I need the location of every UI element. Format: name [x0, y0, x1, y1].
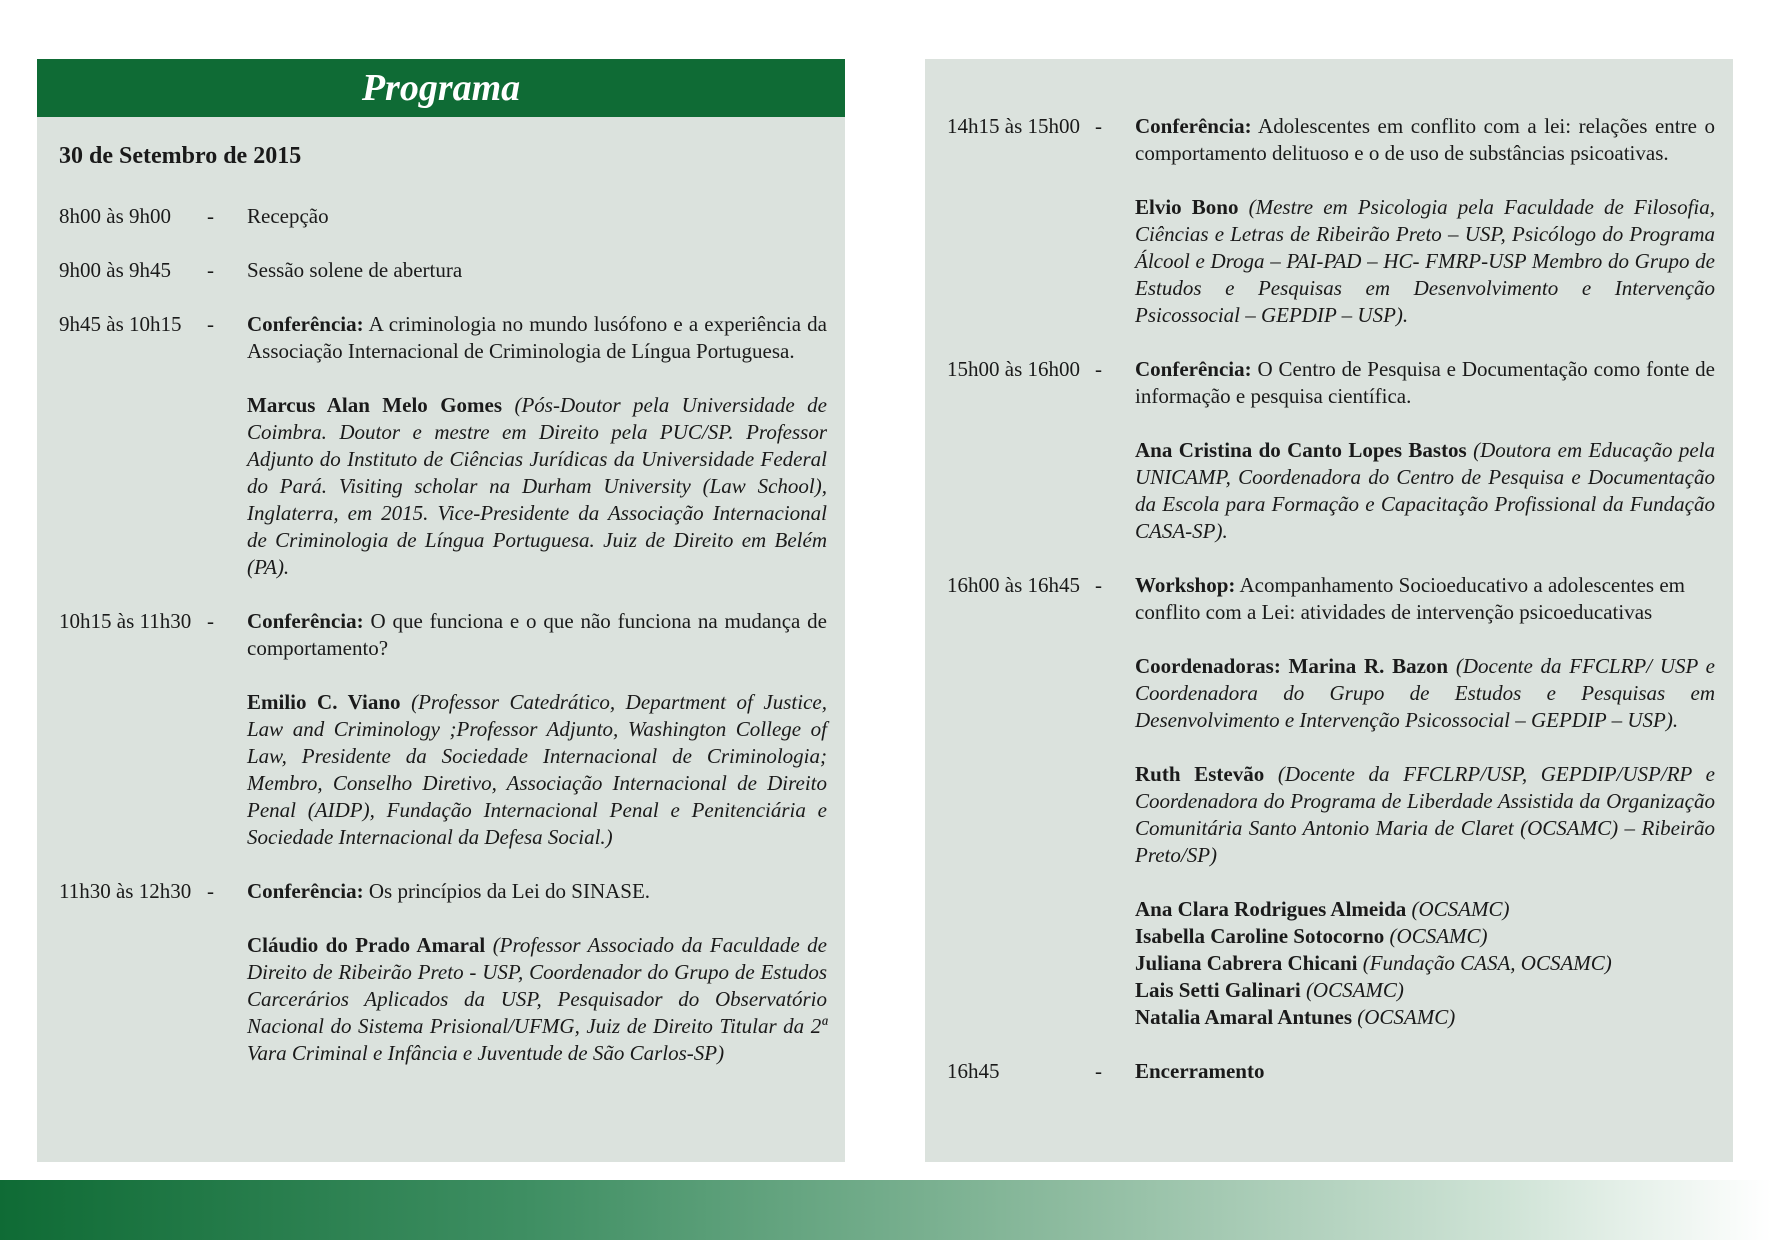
page-title: Programa: [37, 59, 845, 117]
session-title: A criminologia no mundo lusófono e a experiência da Associação Internacional de Criminologia de Língua Portuguesa.: [247, 312, 827, 363]
team-member-name: Lais Setti Galinari: [1135, 978, 1301, 1002]
separator: -: [1095, 114, 1102, 138]
speaker-bio: (Mestre em Psicologia pela Faculdade de Filosofia, Ciências e Letras de Ribeirão Preto – USP, Psicólogo do Programa Álcool e Droga – PAI-PAD – HC- FMRP-USP Membro do Grupo de Estudos e Pesquisas em Desenvolvimento e Intervenção Psicossocial – GEPDIP – USP).: [1135, 195, 1715, 327]
left-panel: [37, 59, 845, 1162]
time-slot: 9h45 às 10h15: [59, 312, 182, 336]
team-member-affiliation: (OCSAMC): [1300, 978, 1404, 1002]
speaker-bio: (Pós-Doutor pela Universidade de Coimbra. Doutor e mestre em Direito pela PUC/SP. Professor Adjunto do Instituto de Ciências Jurídicas da Universidade Federal do Pará. Visiting scholar na Durham University (Law School), Inglaterra, em 2015. Vice-Presidente da Associação Internacional de Criminologia de Língua Portuguesa. Juiz de Direito em Belém (PA).: [247, 393, 827, 579]
program-date: 30 de Setembro de 2015: [59, 143, 302, 169]
list-item: [1135, 950, 1715, 977]
speaker-name: Emilio C. Viano: [247, 690, 401, 714]
session-title: Encerramento: [1135, 1059, 1265, 1083]
schedule-item: [59, 608, 827, 851]
separator: -: [207, 258, 214, 282]
list-item: [1135, 1004, 1715, 1031]
schedule-item: [59, 311, 827, 581]
separator: -: [1095, 1059, 1102, 1083]
speaker-bio: (Docente da FFCLRP/USP, GEPDIP/USP/RP e Coordenadora do Programa de Liberdade Assistida da Organização Comunitária Santo Antonio Maria de Claret (OCSAMC) – Ribeirão Preto/SP): [1135, 762, 1716, 867]
session-title: Sessão solene de abertura: [247, 258, 463, 282]
team-member-affiliation: (OCSAMC): [1352, 1005, 1456, 1029]
separator: -: [1095, 357, 1102, 381]
schedule-item: [59, 203, 827, 230]
schedule-right: [947, 113, 1715, 1112]
schedule-item: [947, 113, 1715, 329]
list-item: [1135, 896, 1715, 923]
schedule-item: [59, 878, 827, 1067]
schedule-item: [59, 257, 827, 284]
time-slot: 9h00 às 9h45: [59, 258, 171, 282]
list-item: [1135, 923, 1715, 950]
team-member-affiliation: (Fundação CASA, OCSAMC): [1357, 951, 1612, 975]
separator: -: [207, 879, 214, 903]
team-list: [1135, 896, 1715, 1031]
list-item: [1135, 977, 1715, 1004]
time-slot: 14h15 às 15h00: [947, 114, 1080, 138]
session-label: Conferência:: [247, 312, 364, 336]
time-slot: 11h30 às 12h30: [59, 879, 192, 903]
session-label: Conferência:: [247, 609, 364, 633]
schedule-item: [947, 356, 1715, 545]
right-panel: [925, 59, 1733, 1162]
schedule-item: [947, 1058, 1715, 1085]
speaker-name: Elvio Bono: [1135, 195, 1239, 219]
time-slot: 16h00 às 16h45: [947, 573, 1080, 597]
speaker-name: Cláudio do Prado Amaral: [247, 933, 486, 957]
schedule-left: [59, 203, 827, 1094]
speaker-name: Coordenadoras: Marina R. Bazon: [1135, 654, 1449, 678]
session-label: Workshop:: [1135, 573, 1236, 597]
speaker-bio: (Doutora em Educação pela UNICAMP, Coordenadora do Centro de Pesquisa e Documentação da Escola para Formação e Capacitação Profissional da Fundação CASA-SP).: [1135, 438, 1716, 543]
session-title: Os princípios da Lei do SINASE.: [363, 879, 651, 903]
time-slot: 15h00 às 16h00: [947, 357, 1080, 381]
speaker-bio: (Docente da FFCLRP/ USP e Coordenadora do Grupo de Estudos e Pesquisas em Desenvolvimento e Intervenção Psicossocial – GEPDIP – USP).: [1135, 654, 1715, 732]
speaker-name: Ruth Estevão: [1135, 762, 1265, 786]
team-member-name: Natalia Amaral Antunes: [1135, 1005, 1353, 1029]
session-label: Conferência:: [1135, 357, 1252, 381]
separator: -: [1095, 573, 1102, 597]
footer-gradient-bar: [0, 1180, 1772, 1240]
team-member-affiliation: (OCSAMC): [1384, 924, 1488, 948]
speaker-bio: (Professor Catedrático, Department of Justice, Law and Criminology ;Professor Adjunto, Washington College of Law, Presidente da Sociedade Internacional de Criminologia; Membro, Conselho Diretivo, Associação Internacional de Direito Penal (AIDP), Fundação Internacional Penal e Penitenciária e Sociedade Internacional da Defesa Social.): [247, 690, 827, 849]
session-title: O que funciona e o que não funciona na mudança de comportamento?: [247, 609, 827, 660]
speaker-name: Ana Cristina do Canto Lopes Bastos: [1135, 438, 1467, 462]
session-title: Acompanhamento Socioeducativo a adolescentes em conflito com a Lei: atividades de intervenção psicoeducativas: [1135, 573, 1685, 624]
session-title: Adolescentes em conflito com a lei: relações entre o comportamento delituoso e o de uso de substâncias psicoativas.: [1135, 114, 1715, 165]
team-member-name: Juliana Cabrera Chicani: [1135, 951, 1358, 975]
team-member-affiliation: (OCSAMC): [1406, 897, 1510, 921]
session-title: O Centro de Pesquisa e Documentação como fonte de informação e pesquisa científica.: [1135, 357, 1715, 408]
time-slot: 8h00 às 9h00: [59, 204, 171, 228]
separator: -: [207, 609, 214, 633]
speaker-name: Marcus Alan Melo Gomes: [247, 393, 503, 417]
speaker-bio: (Professor Associado da Faculdade de Direito de Ribeirão Preto - USP, Coordenador do Grupo de Estudos Carcerários Aplicados da USP, Pesquisador do Observatório Nacional do Sistema Prisional/UFMG, Juiz de Direito Titular da 2ª Vara Criminal e Infância e Juventude de São Carlos-SP): [247, 933, 827, 1065]
time-slot: 10h15 às 11h30: [59, 609, 192, 633]
team-member-name: Ana Clara Rodrigues Almeida: [1135, 897, 1407, 921]
session-label: Conferência:: [1135, 114, 1252, 138]
separator: -: [207, 312, 214, 336]
separator: -: [207, 204, 214, 228]
session-label: Conferência:: [247, 879, 364, 903]
time-slot: 16h45: [947, 1059, 1000, 1083]
session-title: Recepção: [247, 204, 329, 228]
schedule-item: [947, 572, 1715, 1031]
team-member-name: Isabella Caroline Sotocorno: [1135, 924, 1385, 948]
